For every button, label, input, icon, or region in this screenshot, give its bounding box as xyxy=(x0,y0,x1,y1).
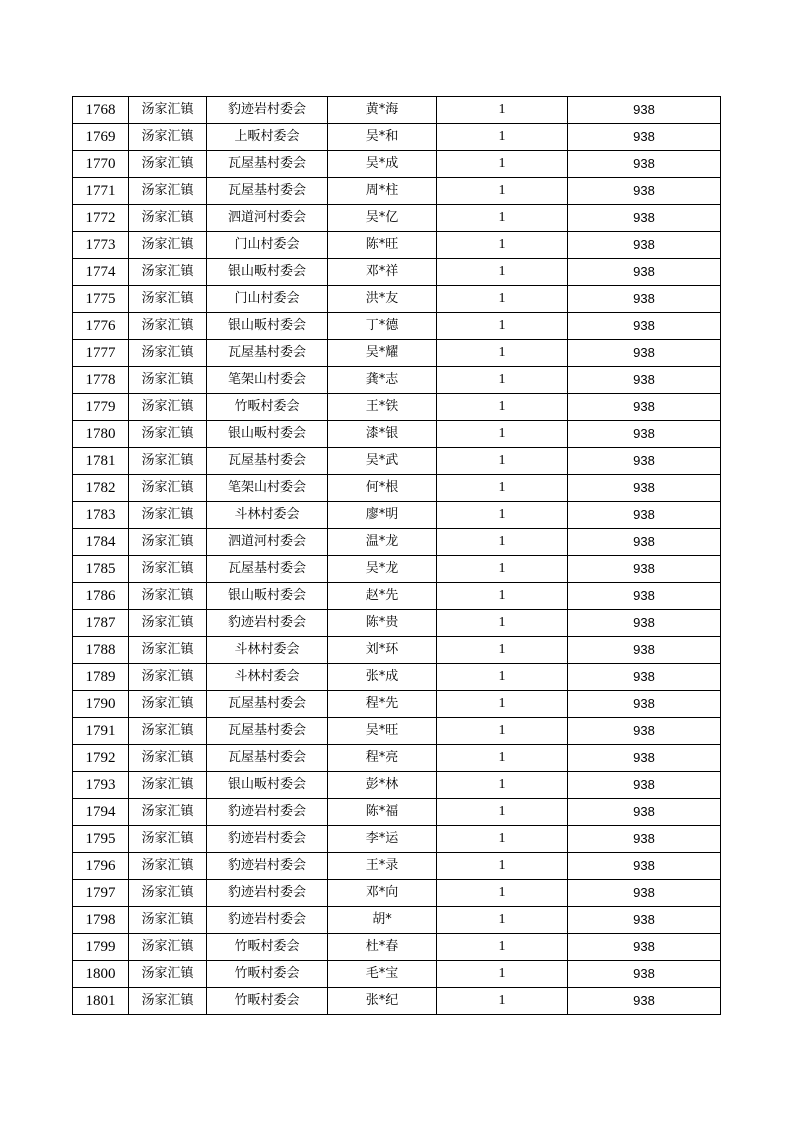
town-cell: 汤家汇镇 xyxy=(129,907,207,934)
serial-number-cell: 1768 xyxy=(73,97,129,124)
village-committee-cell: 瓦屋基村委会 xyxy=(207,151,328,178)
serial-number-cell: 1796 xyxy=(73,853,129,880)
village-committee-cell: 竹畈村委会 xyxy=(207,934,328,961)
person-name-cell: 吴*成 xyxy=(328,151,437,178)
serial-number-cell: 1800 xyxy=(73,961,129,988)
amount-cell: 938 xyxy=(568,124,721,151)
amount-cell: 938 xyxy=(568,691,721,718)
amount-cell: 938 xyxy=(568,97,721,124)
table-row xyxy=(73,367,721,394)
serial-number-cell: 1778 xyxy=(73,367,129,394)
table-row xyxy=(73,421,721,448)
person-name-cell: 廖*明 xyxy=(328,502,437,529)
town-cell: 汤家汇镇 xyxy=(129,772,207,799)
person-name-cell: 杜*春 xyxy=(328,934,437,961)
person-name-cell: 程*亮 xyxy=(328,745,437,772)
count-cell: 1 xyxy=(437,151,568,178)
village-committee-cell: 银山畈村委会 xyxy=(207,583,328,610)
person-name-cell: 王*铁 xyxy=(328,394,437,421)
amount-cell: 938 xyxy=(568,178,721,205)
village-committee-cell: 上畈村委会 xyxy=(207,124,328,151)
count-cell: 1 xyxy=(437,475,568,502)
person-name-cell: 周*柱 xyxy=(328,178,437,205)
village-committee-cell: 竹畈村委会 xyxy=(207,961,328,988)
amount-cell: 938 xyxy=(568,448,721,475)
amount-cell: 938 xyxy=(568,583,721,610)
serial-number-cell: 1771 xyxy=(73,178,129,205)
count-cell: 1 xyxy=(437,502,568,529)
town-cell: 汤家汇镇 xyxy=(129,178,207,205)
table-row xyxy=(73,853,721,880)
person-name-cell: 刘*环 xyxy=(328,637,437,664)
amount-cell: 938 xyxy=(568,637,721,664)
town-cell: 汤家汇镇 xyxy=(129,637,207,664)
table-row xyxy=(73,718,721,745)
count-cell: 1 xyxy=(437,610,568,637)
count-cell: 1 xyxy=(437,529,568,556)
table-row xyxy=(73,97,721,124)
village-committee-cell: 豹迹岩村委会 xyxy=(207,880,328,907)
count-cell: 1 xyxy=(437,124,568,151)
person-name-cell: 洪*友 xyxy=(328,286,437,313)
person-name-cell: 陈*福 xyxy=(328,799,437,826)
amount-cell: 938 xyxy=(568,421,721,448)
table-row xyxy=(73,907,721,934)
amount-cell: 938 xyxy=(568,232,721,259)
amount-cell: 938 xyxy=(568,475,721,502)
amount-cell: 938 xyxy=(568,907,721,934)
serial-number-cell: 1783 xyxy=(73,502,129,529)
person-name-cell: 吴*耀 xyxy=(328,340,437,367)
person-name-cell: 吴*和 xyxy=(328,124,437,151)
person-name-cell: 温*龙 xyxy=(328,529,437,556)
amount-cell: 938 xyxy=(568,340,721,367)
village-committee-cell: 瓦屋基村委会 xyxy=(207,340,328,367)
person-name-cell: 邓*祥 xyxy=(328,259,437,286)
town-cell: 汤家汇镇 xyxy=(129,313,207,340)
amount-cell: 938 xyxy=(568,556,721,583)
count-cell: 1 xyxy=(437,367,568,394)
table-row xyxy=(73,637,721,664)
serial-number-cell: 1769 xyxy=(73,124,129,151)
town-cell: 汤家汇镇 xyxy=(129,988,207,1015)
table-row xyxy=(73,799,721,826)
table-row xyxy=(73,988,721,1015)
serial-number-cell: 1788 xyxy=(73,637,129,664)
count-cell: 1 xyxy=(437,961,568,988)
table-body xyxy=(73,97,721,1015)
town-cell: 汤家汇镇 xyxy=(129,394,207,421)
village-committee-cell: 银山畈村委会 xyxy=(207,313,328,340)
table-row xyxy=(73,772,721,799)
serial-number-cell: 1797 xyxy=(73,880,129,907)
person-name-cell: 龚*志 xyxy=(328,367,437,394)
village-committee-cell: 豹迹岩村委会 xyxy=(207,907,328,934)
village-committee-cell: 豹迹岩村委会 xyxy=(207,826,328,853)
amount-cell: 938 xyxy=(568,367,721,394)
town-cell: 汤家汇镇 xyxy=(129,151,207,178)
table-row xyxy=(73,664,721,691)
person-name-cell: 李*运 xyxy=(328,826,437,853)
village-committee-cell: 泗道河村委会 xyxy=(207,205,328,232)
table-row xyxy=(73,691,721,718)
count-cell: 1 xyxy=(437,637,568,664)
count-cell: 1 xyxy=(437,718,568,745)
town-cell: 汤家汇镇 xyxy=(129,367,207,394)
count-cell: 1 xyxy=(437,799,568,826)
person-name-cell: 张*纪 xyxy=(328,988,437,1015)
table-row xyxy=(73,205,721,232)
person-name-cell: 程*先 xyxy=(328,691,437,718)
town-cell: 汤家汇镇 xyxy=(129,205,207,232)
table-row xyxy=(73,556,721,583)
village-committee-cell: 豹迹岩村委会 xyxy=(207,799,328,826)
amount-cell: 938 xyxy=(568,988,721,1015)
serial-number-cell: 1780 xyxy=(73,421,129,448)
town-cell: 汤家汇镇 xyxy=(129,853,207,880)
amount-cell: 938 xyxy=(568,610,721,637)
count-cell: 1 xyxy=(437,448,568,475)
serial-number-cell: 1776 xyxy=(73,313,129,340)
town-cell: 汤家汇镇 xyxy=(129,799,207,826)
person-name-cell: 漆*银 xyxy=(328,421,437,448)
count-cell: 1 xyxy=(437,421,568,448)
town-cell: 汤家汇镇 xyxy=(129,421,207,448)
town-cell: 汤家汇镇 xyxy=(129,826,207,853)
serial-number-cell: 1790 xyxy=(73,691,129,718)
amount-cell: 938 xyxy=(568,286,721,313)
village-committee-cell: 瓦屋基村委会 xyxy=(207,448,328,475)
table-row xyxy=(73,232,721,259)
town-cell: 汤家汇镇 xyxy=(129,880,207,907)
serial-number-cell: 1791 xyxy=(73,718,129,745)
town-cell: 汤家汇镇 xyxy=(129,556,207,583)
person-name-cell: 吴*旺 xyxy=(328,718,437,745)
amount-cell: 938 xyxy=(568,502,721,529)
amount-cell: 938 xyxy=(568,772,721,799)
count-cell: 1 xyxy=(437,907,568,934)
village-committee-cell: 斗林村委会 xyxy=(207,664,328,691)
count-cell: 1 xyxy=(437,988,568,1015)
count-cell: 1 xyxy=(437,826,568,853)
serial-number-cell: 1773 xyxy=(73,232,129,259)
town-cell: 汤家汇镇 xyxy=(129,691,207,718)
village-committee-cell: 泗道河村委会 xyxy=(207,529,328,556)
person-name-cell: 吴*武 xyxy=(328,448,437,475)
town-cell: 汤家汇镇 xyxy=(129,232,207,259)
count-cell: 1 xyxy=(437,394,568,421)
serial-number-cell: 1770 xyxy=(73,151,129,178)
serial-number-cell: 1779 xyxy=(73,394,129,421)
person-name-cell: 吴*龙 xyxy=(328,556,437,583)
count-cell: 1 xyxy=(437,340,568,367)
amount-cell: 938 xyxy=(568,934,721,961)
village-committee-cell: 门山村委会 xyxy=(207,286,328,313)
person-name-cell: 张*成 xyxy=(328,664,437,691)
serial-number-cell: 1781 xyxy=(73,448,129,475)
village-committee-cell: 瓦屋基村委会 xyxy=(207,745,328,772)
person-name-cell: 吴*亿 xyxy=(328,205,437,232)
count-cell: 1 xyxy=(437,286,568,313)
amount-cell: 938 xyxy=(568,961,721,988)
town-cell: 汤家汇镇 xyxy=(129,745,207,772)
serial-number-cell: 1795 xyxy=(73,826,129,853)
town-cell: 汤家汇镇 xyxy=(129,664,207,691)
serial-number-cell: 1775 xyxy=(73,286,129,313)
person-name-cell: 王*录 xyxy=(328,853,437,880)
village-committee-cell: 斗林村委会 xyxy=(207,502,328,529)
village-committee-cell: 瓦屋基村委会 xyxy=(207,556,328,583)
amount-cell: 938 xyxy=(568,826,721,853)
person-name-cell: 陈*旺 xyxy=(328,232,437,259)
serial-number-cell: 1772 xyxy=(73,205,129,232)
town-cell: 汤家汇镇 xyxy=(129,259,207,286)
count-cell: 1 xyxy=(437,259,568,286)
table-row xyxy=(73,961,721,988)
village-committee-cell: 豹迹岩村委会 xyxy=(207,97,328,124)
table-row xyxy=(73,826,721,853)
village-committee-cell: 瓦屋基村委会 xyxy=(207,691,328,718)
person-name-cell: 黄*海 xyxy=(328,97,437,124)
amount-cell: 938 xyxy=(568,313,721,340)
town-cell: 汤家汇镇 xyxy=(129,448,207,475)
amount-cell: 938 xyxy=(568,151,721,178)
village-committee-cell: 竹畈村委会 xyxy=(207,394,328,421)
village-committee-cell: 斗林村委会 xyxy=(207,637,328,664)
person-name-cell: 邓*向 xyxy=(328,880,437,907)
table-row xyxy=(73,448,721,475)
person-name-cell: 彭*林 xyxy=(328,772,437,799)
table-row xyxy=(73,178,721,205)
amount-cell: 938 xyxy=(568,853,721,880)
town-cell: 汤家汇镇 xyxy=(129,961,207,988)
count-cell: 1 xyxy=(437,97,568,124)
serial-number-cell: 1792 xyxy=(73,745,129,772)
town-cell: 汤家汇镇 xyxy=(129,610,207,637)
amount-cell: 938 xyxy=(568,529,721,556)
village-committee-cell: 笔架山村委会 xyxy=(207,475,328,502)
serial-number-cell: 1794 xyxy=(73,799,129,826)
count-cell: 1 xyxy=(437,853,568,880)
count-cell: 1 xyxy=(437,556,568,583)
serial-number-cell: 1784 xyxy=(73,529,129,556)
count-cell: 1 xyxy=(437,205,568,232)
table-row xyxy=(73,529,721,556)
serial-number-cell: 1789 xyxy=(73,664,129,691)
town-cell: 汤家汇镇 xyxy=(129,340,207,367)
table-row xyxy=(73,151,721,178)
serial-number-cell: 1774 xyxy=(73,259,129,286)
village-committee-cell: 银山畈村委会 xyxy=(207,259,328,286)
amount-cell: 938 xyxy=(568,718,721,745)
table-row xyxy=(73,340,721,367)
count-cell: 1 xyxy=(437,583,568,610)
person-name-cell: 何*根 xyxy=(328,475,437,502)
table-row xyxy=(73,286,721,313)
amount-cell: 938 xyxy=(568,745,721,772)
subsidy-roster-table xyxy=(72,96,721,1015)
count-cell: 1 xyxy=(437,772,568,799)
count-cell: 1 xyxy=(437,934,568,961)
serial-number-cell: 1777 xyxy=(73,340,129,367)
person-name-cell: 毛*宝 xyxy=(328,961,437,988)
town-cell: 汤家汇镇 xyxy=(129,502,207,529)
amount-cell: 938 xyxy=(568,880,721,907)
town-cell: 汤家汇镇 xyxy=(129,529,207,556)
village-committee-cell: 门山村委会 xyxy=(207,232,328,259)
table-row xyxy=(73,475,721,502)
village-committee-cell: 银山畈村委会 xyxy=(207,421,328,448)
person-name-cell: 胡* xyxy=(328,907,437,934)
town-cell: 汤家汇镇 xyxy=(129,97,207,124)
person-name-cell: 赵*先 xyxy=(328,583,437,610)
village-committee-cell: 竹畈村委会 xyxy=(207,988,328,1015)
amount-cell: 938 xyxy=(568,205,721,232)
amount-cell: 938 xyxy=(568,799,721,826)
town-cell: 汤家汇镇 xyxy=(129,475,207,502)
person-name-cell: 陈*贵 xyxy=(328,610,437,637)
serial-number-cell: 1799 xyxy=(73,934,129,961)
village-committee-cell: 笔架山村委会 xyxy=(207,367,328,394)
table-row xyxy=(73,394,721,421)
table-row xyxy=(73,502,721,529)
count-cell: 1 xyxy=(437,313,568,340)
serial-number-cell: 1798 xyxy=(73,907,129,934)
table-row xyxy=(73,934,721,961)
village-committee-cell: 豹迹岩村委会 xyxy=(207,853,328,880)
table-row xyxy=(73,124,721,151)
count-cell: 1 xyxy=(437,232,568,259)
count-cell: 1 xyxy=(437,691,568,718)
amount-cell: 938 xyxy=(568,664,721,691)
serial-number-cell: 1787 xyxy=(73,610,129,637)
town-cell: 汤家汇镇 xyxy=(129,286,207,313)
person-name-cell: 丁*德 xyxy=(328,313,437,340)
serial-number-cell: 1793 xyxy=(73,772,129,799)
amount-cell: 938 xyxy=(568,394,721,421)
table-row xyxy=(73,880,721,907)
town-cell: 汤家汇镇 xyxy=(129,583,207,610)
town-cell: 汤家汇镇 xyxy=(129,124,207,151)
village-committee-cell: 豹迹岩村委会 xyxy=(207,610,328,637)
table-row xyxy=(73,583,721,610)
village-committee-cell: 瓦屋基村委会 xyxy=(207,178,328,205)
town-cell: 汤家汇镇 xyxy=(129,934,207,961)
village-committee-cell: 银山畈村委会 xyxy=(207,772,328,799)
serial-number-cell: 1785 xyxy=(73,556,129,583)
table-row xyxy=(73,745,721,772)
serial-number-cell: 1801 xyxy=(73,988,129,1015)
serial-number-cell: 1782 xyxy=(73,475,129,502)
serial-number-cell: 1786 xyxy=(73,583,129,610)
count-cell: 1 xyxy=(437,745,568,772)
count-cell: 1 xyxy=(437,664,568,691)
amount-cell: 938 xyxy=(568,259,721,286)
village-committee-cell: 瓦屋基村委会 xyxy=(207,718,328,745)
table-row xyxy=(73,259,721,286)
count-cell: 1 xyxy=(437,178,568,205)
table-row xyxy=(73,313,721,340)
town-cell: 汤家汇镇 xyxy=(129,718,207,745)
table-row xyxy=(73,610,721,637)
count-cell: 1 xyxy=(437,880,568,907)
